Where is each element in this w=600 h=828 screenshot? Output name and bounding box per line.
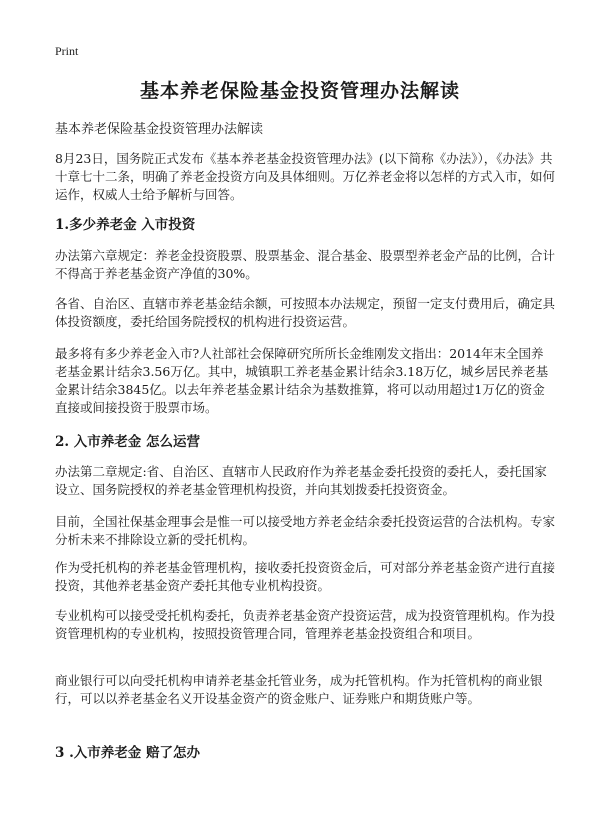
paragraph: 办法第六章规定：养老金投资股票、股票基金、混合基金、股票型养老金产品的比例，合计不得高于养老基金资产净值的30%。	[55, 248, 556, 281]
paragraph: 最多将有多少养老金入市?人社部社会保障研究所所长金维刚发文指出：2014年末全国养老基金累计结余3.56万亿。其中，城镇职工养老基金累计结余3.18万亿，城乡居民养老基金累计结余3845亿。以去年养老基金累计结余为基数推算，将可以动用超过1万亿的资金直接或间接投资于股票市场。	[55, 346, 549, 415]
paragraph: 目前，全国社保基金理事会是惟一可以接受地方养老金结余委托投资运营的合法机构。专家分析未来不排除设立新的受托机构。	[55, 514, 556, 547]
paragraph: 办法第二章规定:省、自治区、直辖市人民政府作为养老基金委托投资的委托人，委托国家设立、国务院授权的养老基金管理机构投资，并向其划拨委托投资资金。	[55, 464, 547, 497]
print-link[interactable]: Print	[55, 44, 79, 58]
intro-paragraph: 8月23日，国务院正式发布《基本养老基金投资管理办法》(以下简称《办法》），《办法》共十章七十二条，明确了养老金投资方向及具体细则。万亿养老金将以怎样的方式入市，如何运作，权威人士给予解析与回答。	[55, 151, 556, 202]
paragraph: 作为受托机构的养老基金管理机构，接收委托投资资金后，可对部分养老基金资产进行直接投资，其他养老基金资产委托其他专业机构投资。	[55, 560, 556, 593]
paragraph: 商业银行可以向受托机构申请养老基金托管业务，成为托管机构。作为托管机构的商业银行，可以以养老基金名义开设基金资产的资金账户、证券账户和期货账户等。	[55, 673, 543, 706]
section-heading-2: 2. 入市养老金 怎么运营	[55, 434, 200, 450]
paragraph: 各省、自治区、直辖市养老基金结余额，可按照本办法规定，预留一定支付费用后，确定具体投资额度，委托给国务院授权的机构进行投资运营。	[55, 296, 556, 329]
article-subtitle: 基本养老保险基金投资管理办法解读	[55, 122, 264, 137]
section-heading-3: 3 .入市养老金 赔了怎办	[55, 745, 200, 761]
paragraph: 专业机构可以接受受托机构委托，负责养老基金资产投资运营，成为投资管理机构。作为投资管理机构的专业机构，按照投资管理合同，管理养老基金投资组合和项目。	[55, 608, 556, 641]
section-heading-1: 1.多少养老金 入市投资	[55, 217, 196, 233]
page-title: 基本养老保险基金投资管理办法解读	[139, 80, 460, 102]
